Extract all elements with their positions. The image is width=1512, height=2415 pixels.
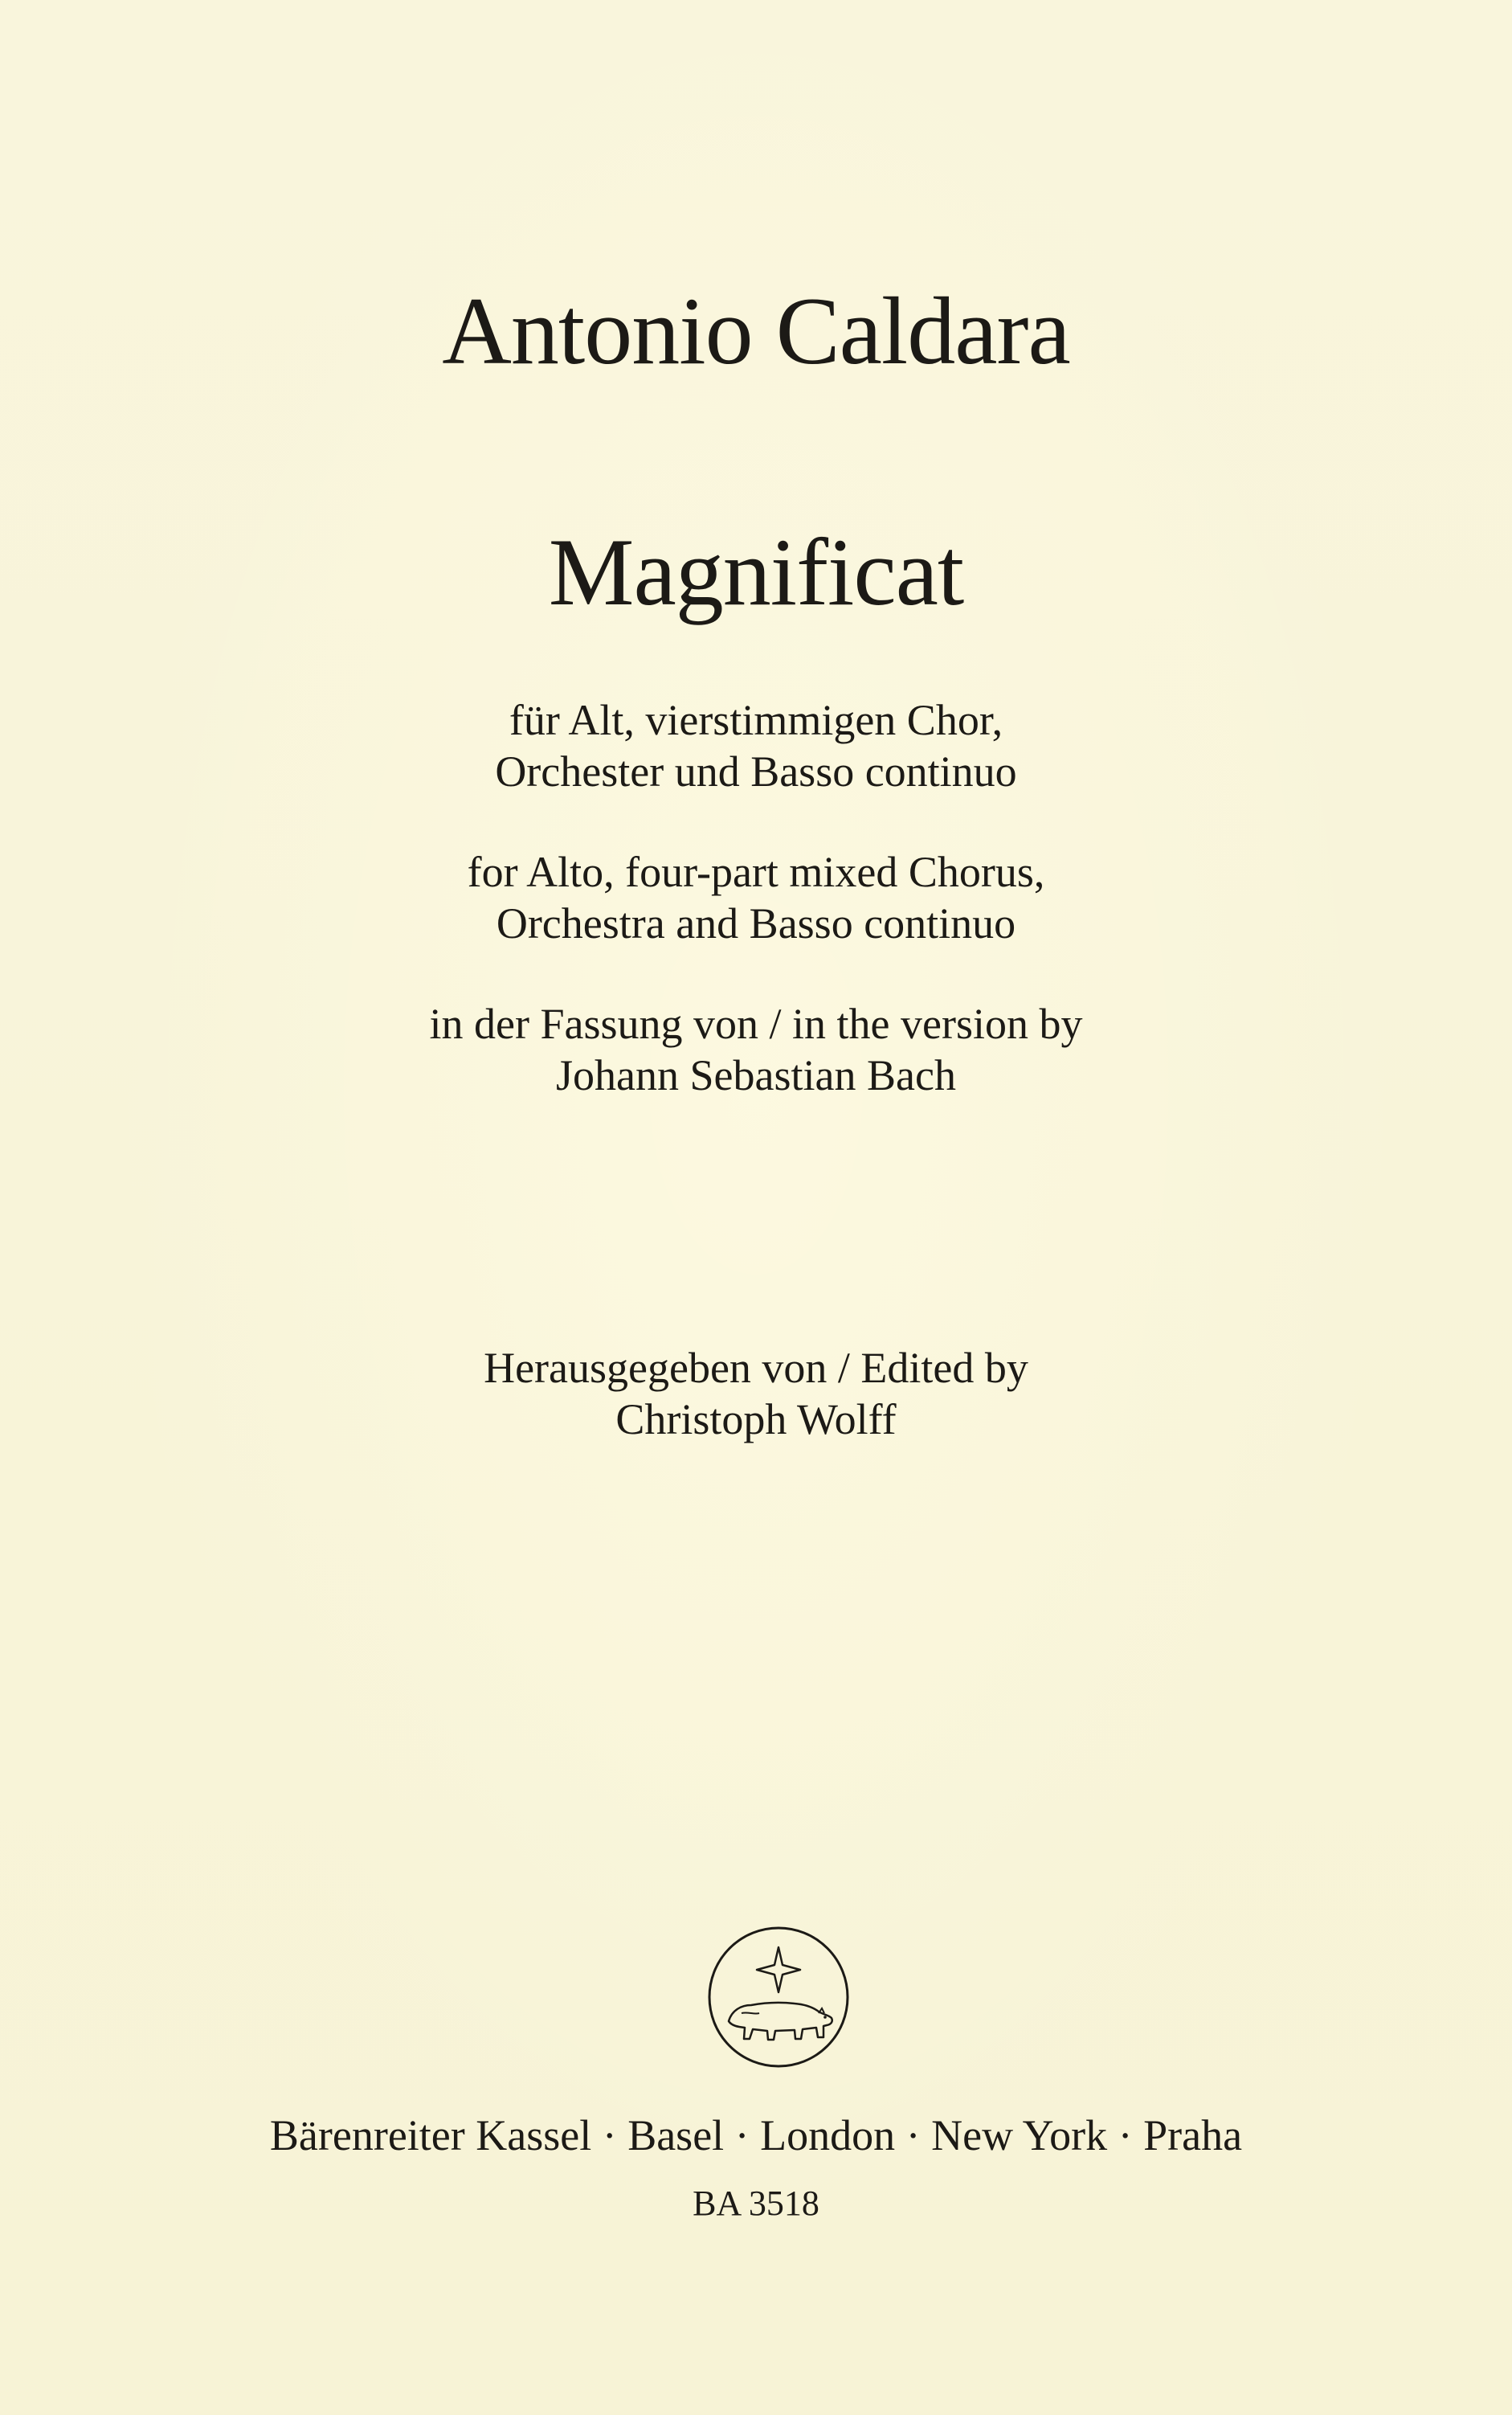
scoring-german-line-1: für Alt, vierstimmigen Chor,	[509, 696, 1003, 744]
baerenreiter-bear-star-seal-icon	[706, 1925, 851, 2069]
publisher-imprint: Bärenreiter Kassel · Basel · London · New York · Praha	[269, 2111, 1243, 2159]
catalog-number: BA 3518	[693, 2184, 819, 2223]
work-title: Magnificat	[548, 518, 964, 625]
scoring-english-line-1: for Alto, four-part mixed Chorus,	[467, 848, 1045, 896]
editor-label: Herausgegeben von / Edited by	[484, 1344, 1028, 1392]
version-line-1: in der Fassung von / in the version by	[429, 1000, 1083, 1048]
scoring-english-line-2: Orchestra and Basso continuo	[496, 899, 1016, 948]
scoring-german-line-2: Orchester und Basso continuo	[495, 747, 1017, 796]
editor-name: Christoph Wolff	[615, 1395, 897, 1443]
composer-name: Antonio Caldara	[442, 277, 1070, 384]
version-arranger: Johann Sebastian Bach	[556, 1051, 956, 1099]
